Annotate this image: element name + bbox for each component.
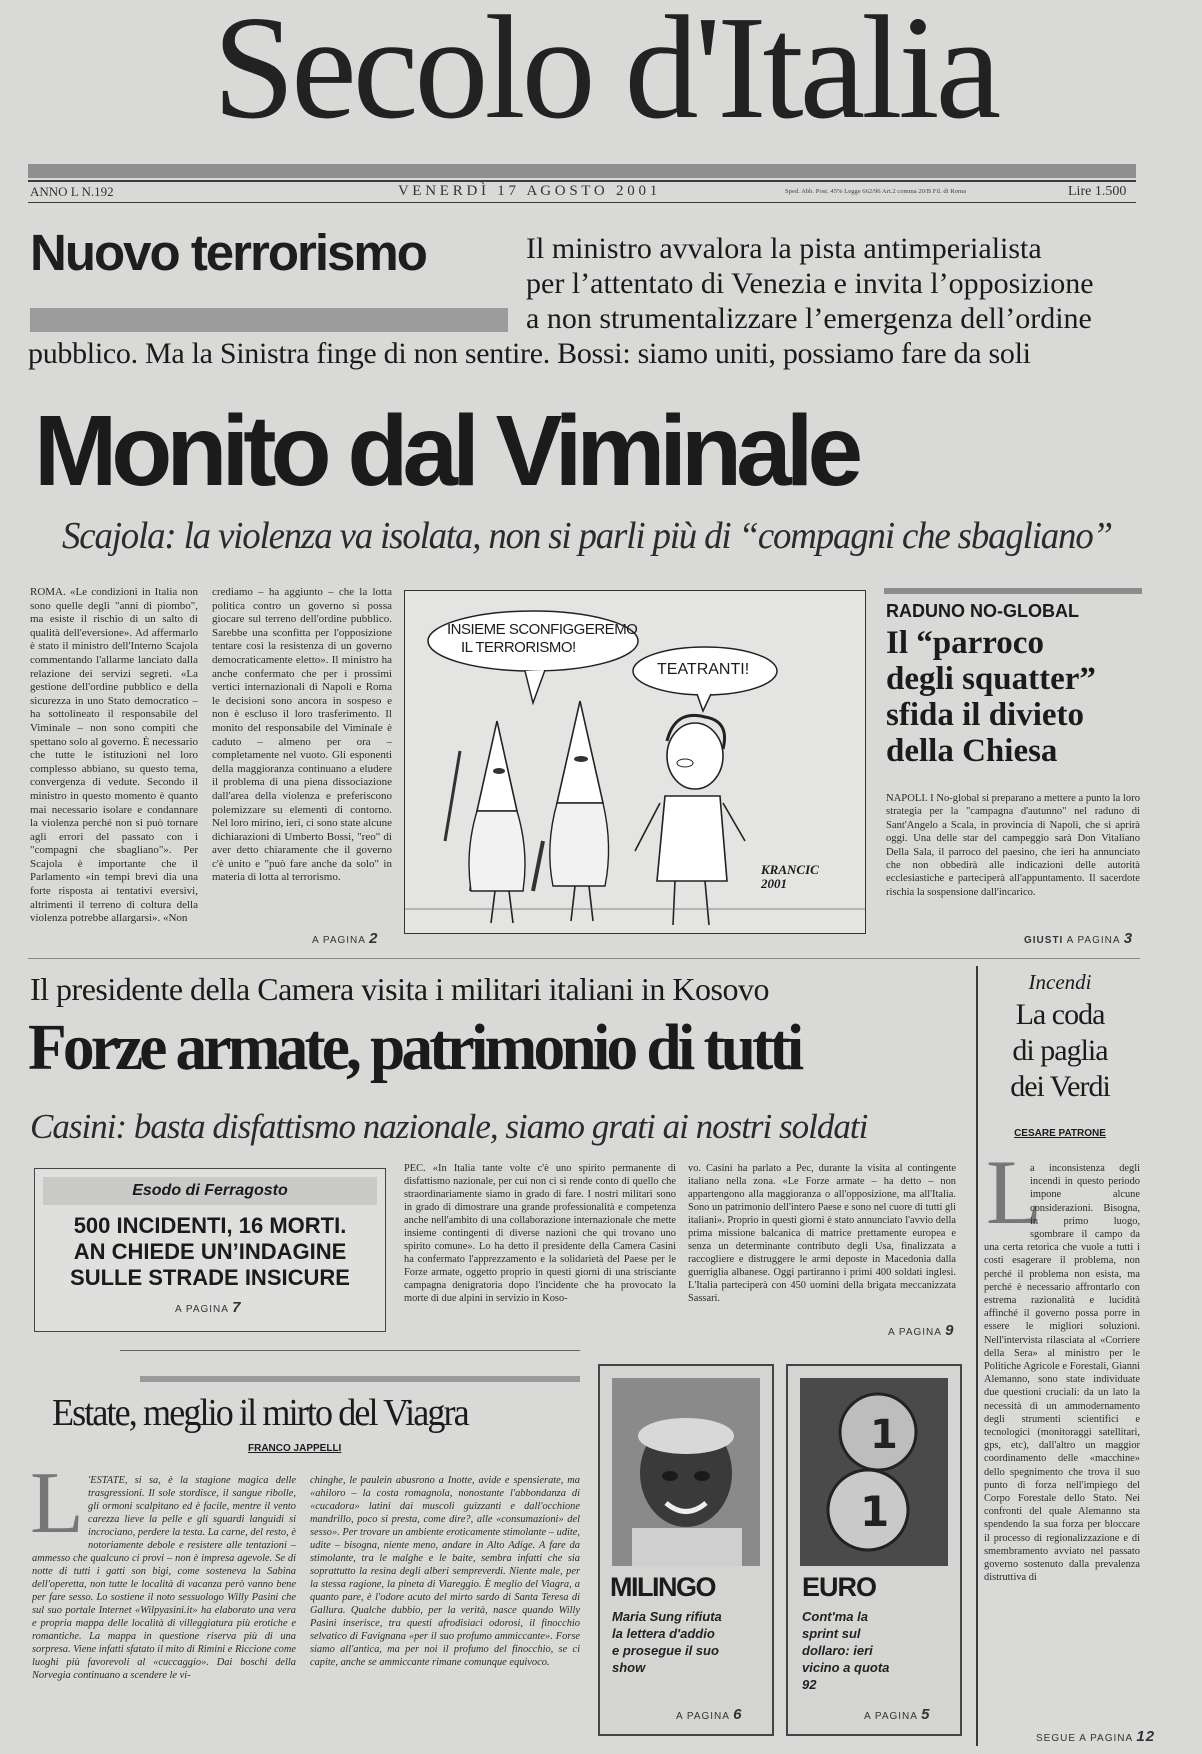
masthead-bar-top <box>28 164 1136 178</box>
noglobal-headline-4: della Chiesa <box>886 733 1058 769</box>
esodo-box <box>34 1168 386 1332</box>
kosovo-column-2: vo. Casini ha parlato a Pec, durante la visita al contingente italiano nella zona. «Le Forze armate – ha detto – non appartengono alla maggioranza o all'opposizione, ma all'Italia. Sono un patrimonio dell'intero Paese e sono nel cuore di tutti gli italiani». Proprio in questi giorni è stato annunciato l'avvio della prima missione balcanica di matrice prettamente europea e senza un determinante contributo degli Usa, finalizzata a raccogliere e distruggere le armi deposte in Macedonia dalla guerriglia albanese. Oggi partiranno i primi 400 soldati inglesi. L'Italia parteciperà con 450 uomini della brigata meccanizzata Sassari. <box>688 1163 956 1304</box>
esodo-line-2: AN CHIEDE UN’INDAGINE <box>73 1239 347 1264</box>
incendi-page-ref <box>1036 1728 1155 1745</box>
viagra-column-1 <box>32 1474 296 1734</box>
euro-text: Cont'ma la sprint sul dollaro: ieri vicino a quota 92 <box>802 1609 890 1692</box>
viagra-column-1-text: 'ESTATE, si sa, è la stagione magica delle trasgressioni. Il sole stordisce, il sangue ribolle, gli ormoni scalpitano ed è facile, mentre il vento carezza lieve la pelle e gli sguardi languidi si incrociano, perdere la testa. La carne, del resto, è notoriamente debole e resistere alle tentazioni – ammesso che qualcuno ci provi – non è impresa agevole. Se di notte di tutti i gatti son bigi, come sosteneva la Sabina dell'operetta, non tutte le località di vacanza però vanno bene per fare sesso. Lo sostiene il noto sessuologo Willy Pasini che sul suo portale Internet «Wilpyasini.it» ha elaborato una vera e propria mappa delle località di villeggiatura più erotiche e romantiche. La mappa in questione riserva più di una sorpresa. Viene infatti sfatato il mito di Rimini e Riccione come luoghi più favorevoli al «cuccaggio». Dai boschi della Norvegia continuano a scendere le vi- <box>32 1475 296 1681</box>
incendi-left-rule <box>976 966 978 1746</box>
lead-deck-line-1: Il ministro avvalora la pista antimperialista <box>526 232 1042 265</box>
lead-page-ref-label: A PAGINA <box>312 935 366 946</box>
esodo-page-ref <box>175 1299 242 1316</box>
cartoon-bubble-1-line-1: INSIEME SCONFIGGEREMO <box>447 621 638 638</box>
euro-coins-icon <box>800 1378 948 1566</box>
milingo-box <box>598 1364 774 1736</box>
noglobal-body: NAPOLI. I No-global si preparano a mettere a punto la loro strategia per la "campagna d'autunno" nel raduno di Sant'Angelo a Scala, in provincia di Napoli, che si aprirà oggi. Una delle star del campeggio sarà Don Vitaliano Della Sala, il parroco del paesino, che ieri ha annunciato che non obbedirà alle indicazioni delle autorità ecclesiastiche e parteciperà all'appuntamento. Il sacerdote rischia la sospensione dall'incarico. <box>886 793 1140 898</box>
viagra-top-rule <box>120 1350 580 1351</box>
issue-number: ANNO L N.192 <box>30 184 114 199</box>
masthead-title: Secolo d'Italia <box>212 0 998 150</box>
esodo-line-1: 500 INCIDENTI, 16 MORTI. <box>73 1213 347 1238</box>
incendi-author: CESARE PATRONE <box>1014 1128 1106 1139</box>
svg-text:1: 1 <box>860 1487 890 1536</box>
lead-deck-line-3: a non strumentalizzare l’emergenza dell’ordine <box>526 302 1092 335</box>
cartoon-bubble-1-line-2: IL TERRORISMO! <box>461 639 576 656</box>
issue-date: V E N E R D Ì 1 7 A G O S T O 2 0 0 1 <box>398 183 658 199</box>
lead-page-ref <box>312 930 379 947</box>
incendi-kicker: Incendi <box>1028 970 1092 994</box>
kosovo-top-rule <box>28 958 1140 959</box>
incendi-ref-label: SEGUE A PAGINA <box>1036 1733 1133 1744</box>
milingo-page-ref <box>676 1706 743 1723</box>
noglobal-ref-label: A PAGINA <box>1066 935 1120 946</box>
noglobal-headline-3: sfida il divieto <box>886 697 1085 733</box>
euro-photo <box>800 1378 948 1566</box>
masthead-rule-bottom <box>28 202 1136 203</box>
milingo-text: Maria Sung rifiuta la lettera d'addio e prosegue il suo show <box>612 1609 722 1675</box>
lead-kicker: Nuovo terrorismo <box>30 224 426 281</box>
esodo-ref-label: A PAGINA <box>175 1304 229 1315</box>
lead-deck-line-2: per l’attentato di Venezia e invita l’opposizione <box>526 267 1094 300</box>
euro-ref-label: A PAGINA <box>864 1711 918 1722</box>
kosovo-kicker: Il presidente della Camera visita i militari italiani in Kosovo <box>30 971 769 1007</box>
milingo-photo <box>612 1378 760 1566</box>
viagra-top-bar <box>140 1376 580 1382</box>
euro-page-ref <box>864 1706 931 1723</box>
postal-info: Sped. Abb. Post. 45% Legge 662/96 Art.2 comma 20/B Fil. di Roma <box>785 188 966 195</box>
viagra-dropcap: L <box>30 1455 84 1552</box>
noglobal-top-bar <box>884 588 1142 594</box>
cartoon-frame <box>404 590 866 934</box>
lead-kicker-bar <box>30 308 508 332</box>
viagra-column-2: chinghe, le paulein abusrono a Inotte, avide e spensierate, ma «ahiloro – la costa romagnola, nonostante l'abbondanza di «cucadora» latini dai muscoli guizzanti e dall'occhione mandrillo, poco si presta, come dire?, alle «consumazioni» del sesso». Per trovare un ambiente eroticamente stimolante – udite, udite – bisogna, niente meno, andare in Alto Adige. A fare da stimolante, tra le malghe e le baite, sembra infatti che sia soprattutto la resina degli alberi sempreverdi. Niente male, per la stessa ragione, la pineta di Viareggio. È meglio del Viagra, a quanto pare, è l'odore acuto del mirto sardo di Santa Teresa di Gallura. Qualche dubbio, per la verità, nasce quando Willy Pasini inserisce, tra questi afrodisiaci odorosi, il finocchio selvatico di Favignana «per il suo profumo ammiccante». Forse siamo all'antica, ma per noi il profumo del finocchio, se ci capite, anche se ammiccante rimane comunque equivoco. <box>310 1475 580 1668</box>
esodo-ref-number: 7 <box>232 1299 242 1316</box>
lead-column-2: crediamo – ha aggiunto – che la lotta politica contro un governo si possa giocare sul terreno dell'ordine pubblico. Sarebbe una sconfitta per l'opposizione tentare così la resistenza di un governo democraticamente eletto». Il ministro ha anche confermato che per i prossimi vertici internazionali di Napoli e Roma le decisioni sono ancora in sospeso e non è escluso il loro trasferimento. Il monito del responsabile del Viminale è caduto – almeno per ora – completamente nel vuoto. Gli esponenti della maggioranza continuano a eludere il problema di una piena dissociazione dall'area della violenza e preferiscono polemizzare su elementi di contorno. Nel loro mirino, ieri, ci sono state alcune dichiarazioni di Umberto Bossi, "reo" di aver detto chiaramente che il governo c'è unito e "può fare anche da solo" in materia di lotta al terrorismo. <box>212 586 392 884</box>
incendi-body <box>984 1162 1140 1718</box>
noglobal-headline-1: Il “parroco <box>886 625 1044 661</box>
noglobal-kicker: RADUNO NO-GLOBAL <box>886 601 1079 621</box>
masthead-rule <box>28 180 1136 182</box>
incendi-headline-1: La coda <box>1015 998 1105 1031</box>
incendi-headline-2: di paglia <box>1012 1034 1108 1067</box>
euro-box <box>786 1364 962 1736</box>
incendi-dropcap: L <box>986 1141 1043 1243</box>
kosovo-ref-label: A PAGINA <box>888 1327 942 1338</box>
kosovo-column-1: PEC. «In Italia tante volte c'è uno spirito permanente di disfattismo nazionale, per cui non ci si rende conto di quello che straordinariamente siamo in grado di fare. I nostri militari sono in grado di dimostrare una grande professionalità e competenza anche nell'ambito di una collaborazione internazionale che mette insieme contingenti di diverse nazioni che qui trovano uno spirito comune». Lo ha detto il presidente della Camera Casini ha confermato l'apprezzamento e la solidarietà del Paese per le Forze armate, oggetto proprio in questi giorni di una strisciante campagna denigratoria dopo l'incidente che ha provocato la morte di due alpini in servizio in Koso- <box>404 1163 676 1304</box>
noglobal-page-ref <box>1024 930 1133 947</box>
lead-headline: Monito dal Viminale <box>34 395 858 507</box>
viagra-headline: Estate, meglio il mirto del Viagra <box>52 1392 468 1434</box>
lead-subhead: Scajola: la violenza va isolata, non si parli più di “compagni che sbagliano” <box>62 515 1112 557</box>
euro-ref-number: 5 <box>921 1706 931 1723</box>
esodo-line-3: SULLE STRADE INSICURE <box>70 1265 350 1290</box>
incendi-headline-3: dei Verdi <box>1010 1070 1110 1103</box>
lead-page-ref-number: 2 <box>369 930 379 947</box>
lead-column-1: ROMA. «Le condizioni in Italia non sono quelle degli "anni di piombo", ma esiste il rischio di un salto di qualità dell'eversione». Ad affermarlo è stato il ministro dell'Interno Scajola commentando l'allarme lanciato dalla relazione dei servizi segreti. «La gestione dell'ordine pubblico e della sicurezza in uno Stato democratico – ha sottolineato il responsabile del Viminale – non sono compiti che spettano solo al governo. È necessario che tutte le istituzioni nel loro complesso abbiano, su questo tema, convergenza di vedute. Secondo il ministro in questo momento è quanto mai necessario isolare e condannare la violenza perché non si può tornare agli errori del passato con i "compagni che sbagliano"». Per Scajola è importante che il Parlamento «in tempi brevi dia una forte risposta ai tentativi eversivi, altrimenti il terreno di coltura della violenza potrebbe allargarsi». «Non <box>30 586 198 925</box>
esodo-kicker: Esodo di Ferragosto <box>132 1182 288 1199</box>
euro-title: EURO <box>802 1572 877 1602</box>
cartoon-signature: KRANCIC 2001 <box>761 862 819 891</box>
noglobal-headline-2: degli squatter” <box>886 661 1096 697</box>
kosovo-page-ref <box>888 1322 955 1339</box>
lead-deck-line-4: pubblico. Ma la Sinistra finge di non sentire. Bossi: siamo uniti, possiamo fare da soli <box>28 337 1031 370</box>
cartoon-bubble-2: TEATRANTI! <box>657 661 750 678</box>
incendi-body-text: a inconsistenza degli incendi in questo periodo impone alcune considerazioni. Bisogna, in primo luogo, sgombrare il campo da una certa retorica che vuole a tutti i costi esagerare il problema, non perché il problema non esista, ma perché è necessario affrontarlo con estrema razionalità e lucidità affinché il governo possa porre in essere le migliori soluzioni. Nell'intervista rilasciata al «Corriere della Sera» al ministro per le Politiche Agricole e Forestali, Gianni Alemanno, sono state individuate due questioni cruciali: da un lato la necessità di un ammodernamento degli strumenti scientifici e tecnologici (monitoraggi satellitari, gps, etc), dall'altro un maggior coordinamento delle «macchine» dello spegnimento che trova il suo punto di forza nell'impiego del Corpo Forestale dello Stato. Nei confronti del quale Alemanno sta spendendo la sua forza per bloccare il processo di regionalizzazione e di smembramento avviato nel passato governo sostenuto dalla prevalenza distruttiva di <box>984 1163 1140 1584</box>
milingo-title: MILINGO <box>610 1572 715 1602</box>
viagra-author: FRANCO JAPPELLI <box>248 1443 342 1454</box>
incendi-ref-number: 12 <box>1136 1728 1156 1745</box>
kosovo-ref-number: 9 <box>945 1322 955 1339</box>
milingo-ref-number: 6 <box>733 1706 743 1723</box>
svg-text:1: 1 <box>870 1412 898 1458</box>
kosovo-headline: Forze armate, patrimonio di tutti <box>28 1011 801 1084</box>
noglobal-ref-name: GIUSTI <box>1024 935 1064 946</box>
milingo-ref-label: A PAGINA <box>676 1711 730 1722</box>
noglobal-ref-number: 3 <box>1123 930 1134 947</box>
issue-price: Lire 1.500 <box>1068 184 1127 199</box>
milingo-portrait-icon <box>612 1378 760 1566</box>
kosovo-subhead: Casini: basta disfattismo nazionale, siamo grati ai nostri soldati <box>30 1107 868 1146</box>
